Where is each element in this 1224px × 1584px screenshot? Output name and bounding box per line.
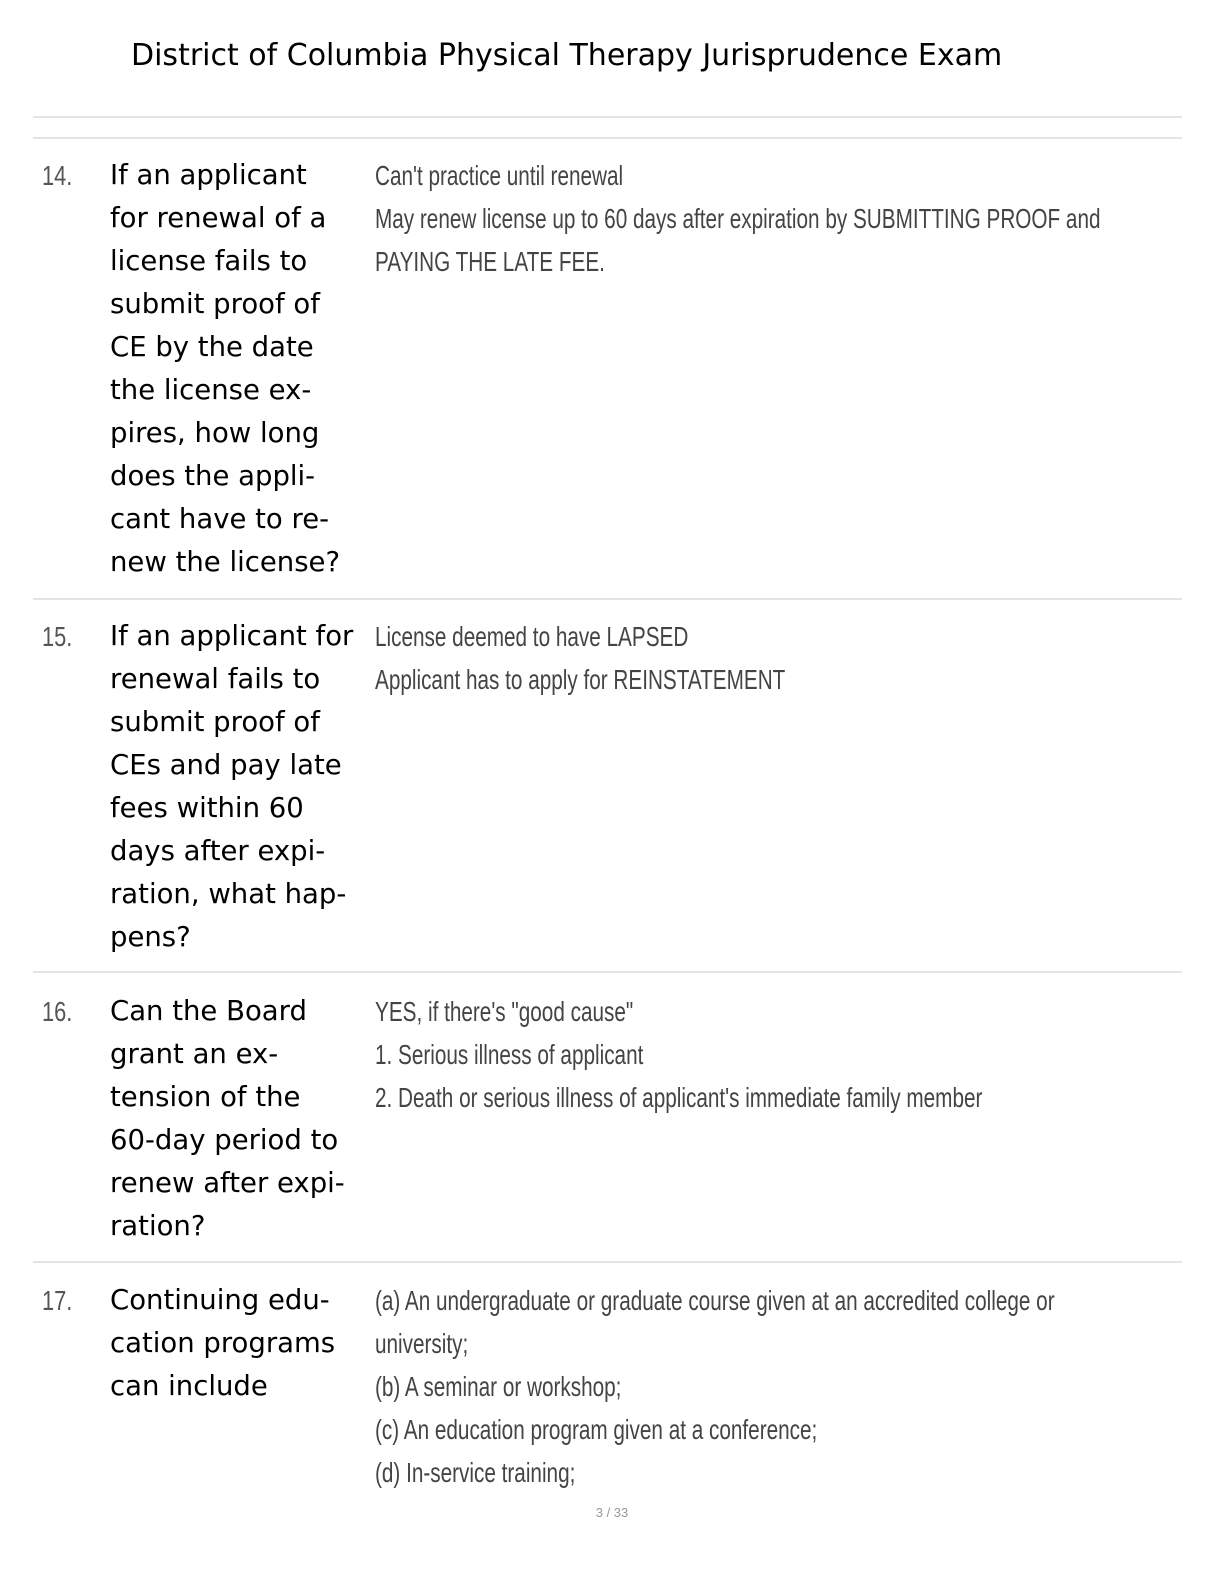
card-answer — [375, 154, 1155, 283]
card-question — [110, 990, 372, 1248]
card-question — [110, 1279, 372, 1408]
card-question — [110, 615, 372, 959]
page-number: 3 / 33 — [595, 1505, 629, 1520]
card-answer — [375, 1279, 1155, 1494]
question-line: days after expi- — [110, 835, 326, 867]
question-line: grant an ex- — [110, 1038, 279, 1070]
answer-line: May renew license up to 60 days after expiration by SUBMITTING PROOF and — [375, 203, 1101, 234]
question-line: renewal fails to — [110, 663, 321, 695]
question-line: If an applicant — [110, 159, 307, 191]
question-line: Can the Board — [110, 995, 307, 1027]
question-line: does the appli- — [110, 460, 316, 492]
answer-line: (a) An undergraduate or graduate course given at an accredited college or — [375, 1285, 1055, 1316]
question-line: Continuing edu- — [110, 1284, 330, 1316]
card-divider — [33, 598, 1182, 600]
card-divider — [33, 971, 1182, 973]
question-line: pires, how long — [110, 417, 320, 449]
card-number: 15. — [42, 621, 73, 652]
card-number: 14. — [42, 160, 73, 191]
answer-line: 1. Serious illness of applicant — [375, 1039, 644, 1070]
answer-line: 2. Death or serious illness of applicant's immediate family member — [375, 1082, 983, 1113]
answer-line: Applicant has to apply for REINSTATEMENT — [375, 664, 786, 695]
page-title: District of Columbia Physical Therapy Jurisprudence Exam — [131, 38, 1003, 73]
question-line: renew after expi- — [110, 1167, 345, 1199]
answer-line: (b) A seminar or workshop; — [375, 1371, 622, 1402]
card-number: 16. — [42, 996, 73, 1027]
question-line: ration? — [110, 1210, 206, 1242]
question-line: CEs and pay late — [110, 749, 342, 781]
answer-line: License deemed to have LAPSED — [375, 621, 689, 652]
answer-line: university; — [375, 1328, 469, 1359]
answer-line: PAYING THE LATE FEE. — [375, 246, 605, 277]
question-line: cation programs — [110, 1327, 336, 1359]
answer-line: YES, if there's "good cause" — [375, 996, 634, 1027]
header-divider — [33, 116, 1182, 118]
question-line: cant have to re- — [110, 503, 330, 535]
question-line: submit proof of — [110, 706, 320, 738]
card-question — [110, 154, 372, 584]
question-line: new the license? — [110, 546, 341, 578]
answer-line: Can't practice until renewal — [375, 160, 624, 191]
question-line: license fails to — [110, 245, 308, 277]
card-answer — [375, 615, 1155, 701]
question-line: pens? — [110, 921, 191, 953]
card-number: 17. — [42, 1285, 73, 1316]
header-divider-secondary — [33, 137, 1182, 139]
question-line: for renewal of a — [110, 202, 327, 234]
question-line: fees within 60 — [110, 792, 304, 824]
question-line: ration, what hap- — [110, 878, 347, 910]
question-line: 60-day period to — [110, 1124, 339, 1156]
card-divider — [33, 1261, 1182, 1263]
question-line: tension of the — [110, 1081, 301, 1113]
question-line: CE by the date — [110, 331, 314, 363]
question-line: the license ex- — [110, 374, 312, 406]
question-line: can include — [110, 1370, 268, 1402]
question-line: submit proof of — [110, 288, 320, 320]
answer-line: (c) An education program given at a conference; — [375, 1414, 818, 1445]
answer-line: (d) In-service training; — [375, 1457, 576, 1488]
card-answer — [375, 990, 1155, 1119]
question-line: If an applicant for — [110, 620, 354, 652]
